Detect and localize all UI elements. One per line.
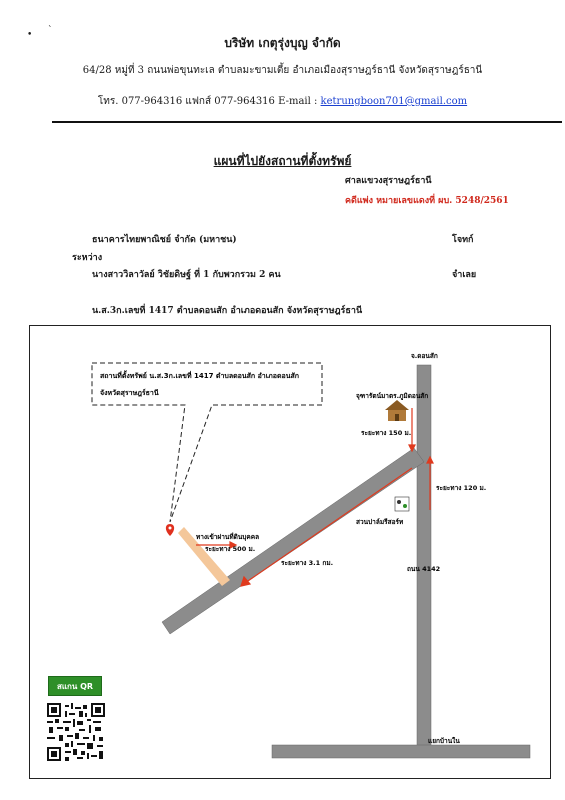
- phone-fax: โทร. 077-964316 แฟกส์ 077-964316: [97, 96, 275, 107]
- qr-code-icon[interactable]: [47, 703, 105, 761]
- road-4142-label: ถนน 4142: [407, 565, 441, 573]
- email-label: E-mail :: [278, 96, 318, 107]
- company-name: บริษัท เกตุรุ่งบุญ จำกัด: [224, 36, 341, 50]
- defendant-name: นางสาววิลาวัลย์ วิชัยดิษฐ์ ที่ 1 กับพวกรวม 2 คน: [92, 270, 281, 280]
- land-deed: น.ส.3ก.เลขที่ 1417 ตำบลดอนสัก อำเภอดอนสัก จังหวัดสุราษฎร์ธานี: [92, 306, 363, 316]
- scan-mark: •: [27, 30, 33, 40]
- document-title: แผนที่ไปยังสถานที่ตั้งทรัพย์: [213, 154, 352, 168]
- top-road-label: จ.ดอนสัก: [411, 352, 438, 360]
- callout-box: [92, 363, 322, 522]
- court-name: ศาลแขวงสุราษฎร์ธานี: [345, 176, 432, 186]
- callout-line-1: สถานที่ตั้งทรัพย์ น.ส.3ก.เลขที่ 1417 ตำบลดอนสัก อำเภอดอนสัก: [100, 372, 299, 380]
- plaintiff-name: ธนาคารไทยพาณิชย์ จำกัด (มหาชน): [92, 235, 237, 245]
- plaintiff-role: โจทก์: [452, 235, 474, 245]
- company-address: 64/28 หมู่ที่ 3 ถนนพ่อขุนทะเล ตำบลมะขามเตี้ย อำเภอเมืองสุราษฎร์ธานี จังหวัดสุราษฎร์ธานี: [82, 65, 483, 76]
- park-label: สวนปาล์มรีสอร์ท: [356, 518, 404, 526]
- case-number: คดีแพ่ง หมายเลขแดงที่ ผบ. 5248/2561: [345, 196, 509, 206]
- park-resort-icon: [395, 497, 409, 511]
- callout-line-2: จังหวัดสุราษฎร์ธานี: [100, 389, 159, 397]
- temple-label: จุฑารัตน์มาตร.ภูมิดอนสัก: [356, 392, 429, 400]
- bottom-road-label: แยกบ้านใน: [428, 737, 460, 745]
- bottom-road: [272, 745, 530, 758]
- private-road-label: ทางเข้าผ่านที่ดินบุคคล: [196, 533, 260, 541]
- diagonal-road: [162, 448, 424, 634]
- between-label: ระหว่าง: [72, 253, 103, 263]
- distance-120-label: ระยะทาง 120 ม.: [436, 484, 487, 492]
- distance-500-label: ระยะทาง 500 ม.: [205, 545, 256, 553]
- defendant-role: จำเลย: [452, 270, 477, 280]
- scan-mark: ˋ: [48, 26, 53, 36]
- scan-qr-button[interactable]: สแกน QR: [48, 676, 102, 696]
- vertical-road: [417, 365, 431, 748]
- temple-icon: [385, 400, 409, 421]
- location-pin-icon: [166, 524, 174, 536]
- email-link[interactable]: ketrungboon701@gmail.com: [320, 96, 468, 107]
- distance-3-1-label: ระยะทาง 3.1 กม.: [281, 559, 334, 567]
- distance-150-label: ระยะทาง 150 ม.: [361, 429, 412, 437]
